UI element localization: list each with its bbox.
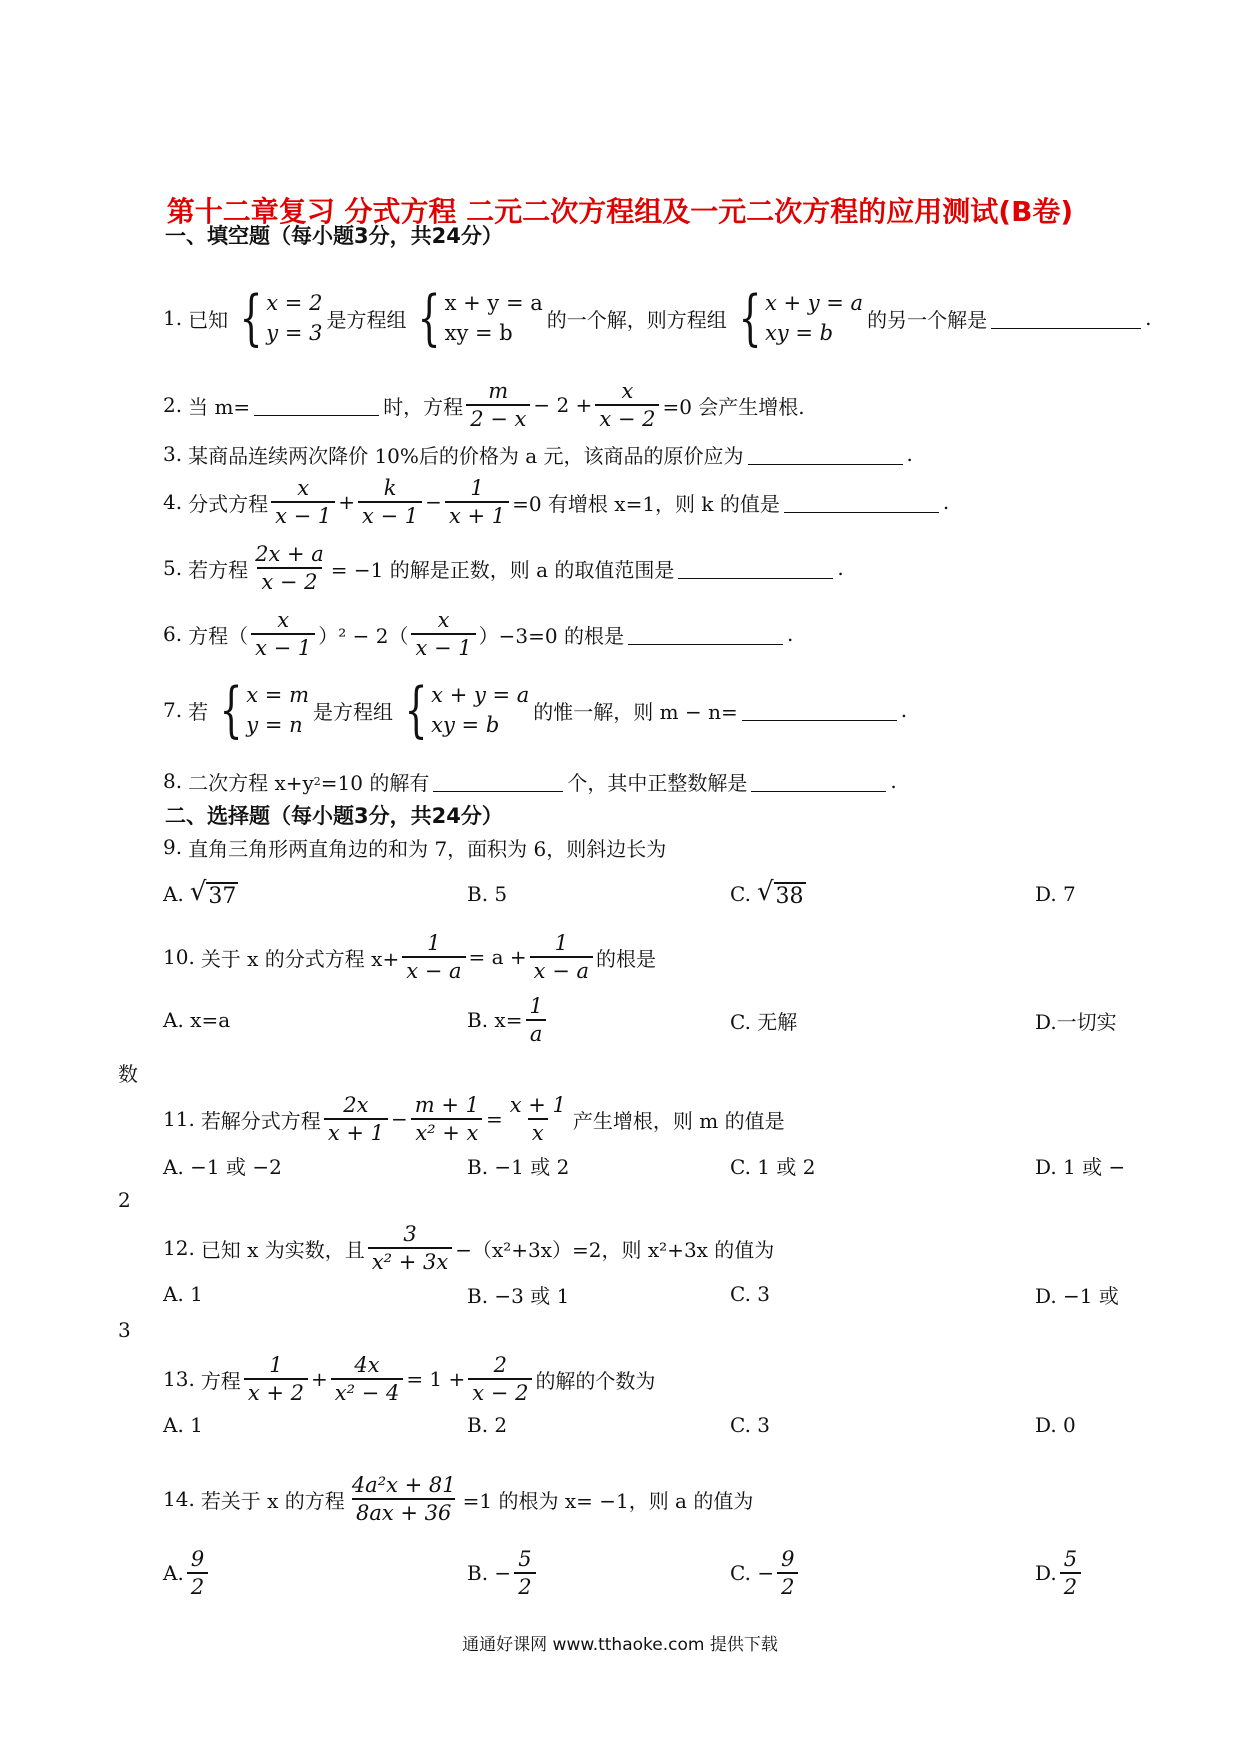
question-10: 10. 关于 x 的分式方程 x+ $\frac{1}{x - a}$ = a + $\frac{1}{x - a}$ 的根是	[163, 930, 656, 983]
fraction: $\frac{2x}{x + 1}$	[324, 1092, 388, 1147]
answer-blank[interactable]	[784, 492, 939, 513]
answer-blank[interactable]	[433, 771, 563, 792]
fraction: $\frac{x + 1}{x}$	[509, 1092, 566, 1145]
question-9: 9. 直角三角形两直角边的和为 7，面积为 6，则斜边长为	[163, 835, 667, 861]
option-c[interactable]: C. − $\frac{9}{2}$	[730, 1543, 801, 1603]
fraction: $\frac{5}{2}$	[514, 1546, 535, 1601]
fraction: $\frac{2}{x - 2}$	[468, 1352, 532, 1407]
option-d-wrap: 3	[118, 1318, 131, 1342]
sqrt-symbol: √ 38	[756, 877, 804, 909]
option-a[interactable]: A. −1 或 −2	[163, 1154, 282, 1179]
question-8: 8. 二次方程 x+y 2 =10 的解有 个，其中正整数解是 .	[163, 769, 897, 795]
option-a[interactable]: A. 1	[163, 1413, 203, 1437]
answer-blank[interactable]	[742, 700, 897, 721]
option-a[interactable]: A. x=a	[163, 1008, 231, 1032]
fraction: $\frac{1}{a}$	[525, 993, 546, 1048]
option-b[interactable]: B. 2	[467, 1413, 508, 1437]
fraction: $\frac{x}{x - 1}$	[251, 607, 315, 662]
equation-system: { x = m y = n	[219, 675, 309, 745]
option-b[interactable]: B. −3 或 1	[467, 1283, 570, 1308]
option-a[interactable]: A. 1	[163, 1282, 203, 1306]
equation-system: { x = 2 y = 3	[239, 283, 323, 353]
fraction: $\frac{\text{4a²x + 81}}{8ax + 36}$	[351, 1472, 456, 1525]
equation-system: { x + y = a xy = b	[738, 283, 864, 353]
fraction: $\frac{k}{x - 1}$	[358, 475, 422, 530]
option-a[interactable]: A. √ 37	[163, 877, 237, 909]
fraction: $\frac{9}{2}$	[187, 1546, 208, 1601]
question-12: 12. 已知 x 为实数，且 $\frac{3}{\text{x² + 3x}}$ −（x²+3x）=2，则 x²+3x 的值为	[163, 1221, 775, 1274]
option-b[interactable]: B. 5	[467, 882, 508, 906]
fraction: $\frac{3}{\text{x² + 3x}}$	[368, 1221, 452, 1276]
option-d[interactable]: D. −1 或	[1035, 1283, 1119, 1308]
question-5: 5. 若方程 $\frac{2x + a}{x - 2}$ = −1 的解是正数，则 a 的取值范围是 .	[163, 541, 844, 594]
question-2: 2. 当 m= 时，方程 $\frac{m}{2 - x}$ − 2 + $\frac{x}{x - 2}$ =0 会产生增根.	[163, 378, 805, 431]
sqrt-symbol: √ 37	[189, 877, 237, 909]
question-1: 1. 已知 { x = 2 y = 3 是方程组 { x + y = a xy = b 的一个解，则方程组 { x + y = a xy = b 的另一个解是 .	[163, 283, 1152, 353]
fraction: $\frac{x}{x - 2}$	[595, 378, 659, 433]
answer-blank[interactable]	[678, 558, 833, 579]
option-c[interactable]: C. √ 38	[730, 877, 804, 909]
answer-blank[interactable]	[254, 395, 379, 416]
option-b[interactable]: B. − $\frac{5}{2}$	[467, 1543, 539, 1603]
option-b[interactable]: B. x= $\frac{1}{a}$	[467, 990, 550, 1050]
option-d-wrap: 2	[118, 1188, 131, 1212]
option-a[interactable]: A. $\frac{9}{2}$	[163, 1543, 211, 1603]
section-heading-multiple-choice: 二、选择题（每小题3分，共24分）	[165, 804, 503, 828]
answer-blank[interactable]	[751, 771, 886, 792]
fraction: $\frac{m + 1}{\text{x² + x}}$	[411, 1092, 483, 1147]
question-13: 13. 方程 $\frac{1}{x + 2}$ + $\frac{4x}{\text{x² − 4}}$ = 1 + $\frac{2}{x - 2}$ 的解的个数为	[163, 1352, 656, 1405]
fraction: $\frac{1}{x - a}$	[402, 930, 465, 985]
fraction: $\frac{m}{2 - x}$	[466, 378, 530, 433]
option-d[interactable]: D. $\frac{5}{2}$	[1035, 1543, 1084, 1603]
answer-blank[interactable]	[628, 624, 783, 645]
option-c[interactable]: C. 1 或 2	[730, 1154, 816, 1179]
question-4: 4. 分式方程 $\frac{x}{x - 1}$ + $\frac{k}{x - 1}$ − $\frac{1}{x + 1}$ =0 有增根 x=1，则 k 的值是 .	[163, 475, 950, 528]
fraction: $\frac{1}{x - a}$	[530, 930, 593, 985]
question-11: 11. 若解分式方程 $\frac{2x}{x + 1}$ − $\frac{m + 1}{\text{x² + x}}$ = $\frac{x + 1}{x}$ 产生增根，则 m 的值是	[163, 1092, 785, 1145]
fraction: $\frac{x}{x - 1}$	[271, 475, 335, 530]
question-7: 7. 若 { x = m y = n 是方程组 { x + y = a xy = b 的惟一解，则 m − n= .	[163, 675, 908, 745]
section-heading-fill-blank: 一、填空题（每小题3分，共24分）	[165, 224, 503, 248]
page-title: 第十二章复习 分式方程 二元二次方程组及一元二次方程的应用测试(B卷)	[166, 195, 1074, 228]
fraction: $\frac{5}{2}$	[1060, 1546, 1081, 1601]
option-d[interactable]: D.一切实	[1035, 1009, 1117, 1034]
fraction: $\frac{9}{2}$	[777, 1546, 798, 1601]
answer-blank[interactable]	[748, 444, 903, 465]
footer-source: 通通好课网 www.tthaoke.com 提供下载	[462, 1635, 778, 1655]
equation-system: { x + y = a xy = b	[404, 675, 530, 745]
option-b[interactable]: B. −1 或 2	[467, 1154, 570, 1179]
fraction: $\frac{1}{x + 1}$	[445, 475, 509, 530]
option-d-wrap: 数	[118, 1062, 138, 1086]
fraction: $\frac{4x}{\text{x² − 4}}$	[331, 1352, 404, 1407]
option-c[interactable]: C. 3	[730, 1413, 771, 1437]
fraction: $\frac{x}{x - 1}$	[411, 607, 475, 662]
question-3: 3. 某商品连续两次降价 10%后的价格为 a 元，该商品的原价应为 .	[163, 442, 913, 468]
answer-blank[interactable]	[991, 308, 1141, 329]
option-c[interactable]: C. 3	[730, 1282, 771, 1306]
option-d[interactable]: D. 1 或 −	[1035, 1154, 1126, 1179]
option-c[interactable]: C. 无解	[730, 1009, 798, 1034]
equation-system: { x + y = a xy = b	[418, 283, 543, 353]
fraction: $\frac{1}{x + 2}$	[244, 1352, 308, 1407]
fraction: $\frac{2x + a}{x - 2}$	[255, 541, 324, 594]
question-6: 6. 方程（ $\frac{x}{x - 1}$ ）² − 2（ $\frac{x}{x - 1}$ ）−3=0 的根是 .	[163, 607, 794, 660]
question-14: 14. 若关于 x 的方程 $\frac{\text{4a²x + 81}}{8ax + 36}$ =1 的根为 x= −1，则 a 的值为	[163, 1472, 754, 1525]
option-d[interactable]: D. 0	[1035, 1413, 1076, 1437]
option-d[interactable]: D. 7	[1035, 882, 1076, 906]
